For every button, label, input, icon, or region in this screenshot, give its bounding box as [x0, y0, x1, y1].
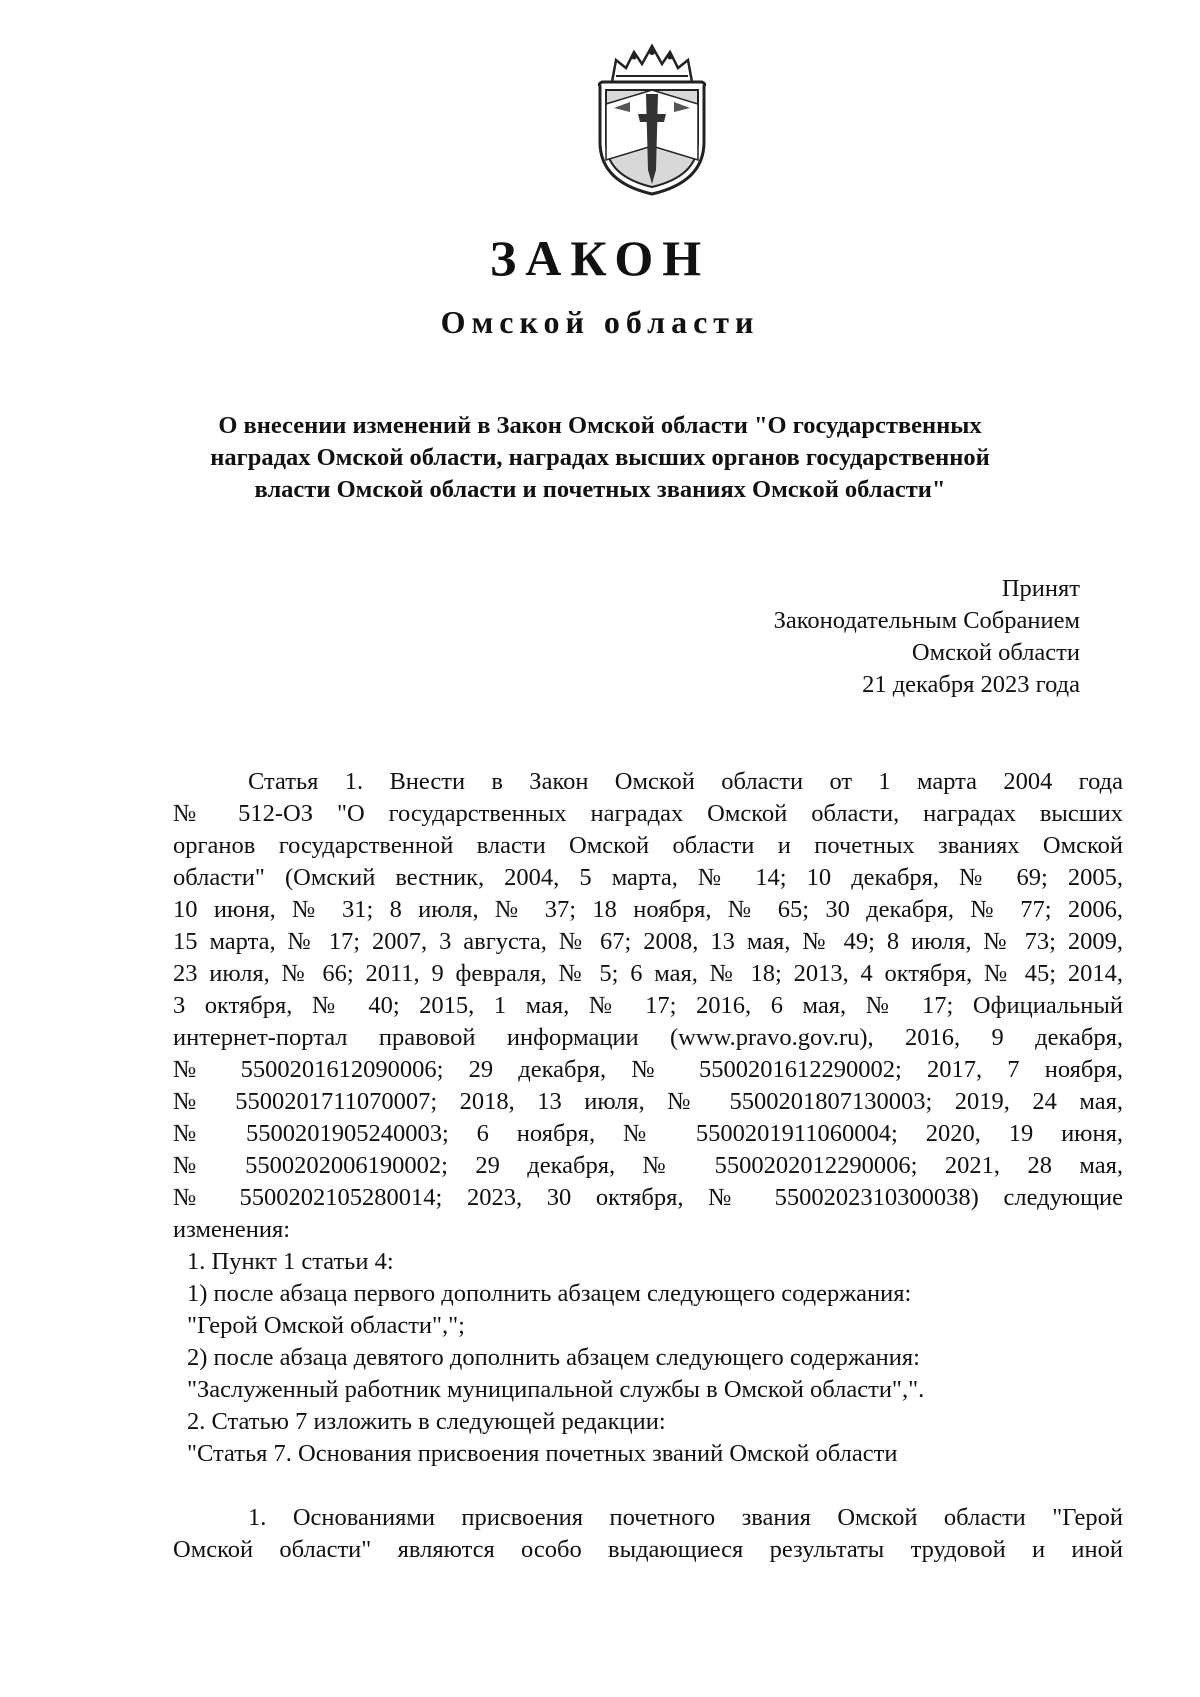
- article-1-line: 10 июня, № 31; 8 июля, № 37; 18 ноября, № 65; 30 декабря, № 77; 2006,: [173, 896, 1123, 923]
- change-item: "Герой Омской области",";: [187, 1312, 465, 1339]
- article-1-line: № 5500202006190002; 29 декабря, № 5500202012290006; 2021, 28 мая,: [173, 1152, 1123, 1179]
- adoption-line: Принят: [1001, 575, 1080, 602]
- article-7-line: 1. Основаниями присвоения почетного звания Омской области "Герой: [248, 1504, 1123, 1531]
- article-1-line: органов государственной власти Омской области и почетных званиях Омской: [173, 832, 1123, 859]
- adoption-line: Омской области: [911, 639, 1080, 666]
- coat-of-arms-emblem: [590, 42, 714, 197]
- article-1-line: 15 марта, № 17; 2007, 3 августа, № 67; 2008, 13 мая, № 49; 8 июля, № 73; 2009,: [173, 928, 1123, 955]
- article-1-line: № 5500202105280014; 2023, 30 октября, № 5500202310300038) следующие: [173, 1184, 1123, 1211]
- law-region: Омской области: [440, 304, 760, 340]
- article-1-line: № 5500201711070007; 2018, 13 июля, № 5500201807130003; 2019, 24 мая,: [173, 1088, 1123, 1115]
- article-1-line: № 512-ОЗ "О государственных наградах Омской области, наградах высших: [173, 800, 1123, 827]
- title-line: наградах Омской области, наградах высших органов государственной: [210, 444, 990, 471]
- change-item: 2) после абзаца девятого дополнить абзацем следующего содержания:: [187, 1344, 920, 1371]
- article-1-line: 23 июля, № 66; 2011, 9 февраля, № 5; 6 мая, № 18; 2013, 4 октября, № 45; 2014,: [173, 960, 1123, 987]
- change-item: "Заслуженный работник муниципальной службы в Омской области",".: [187, 1376, 925, 1403]
- article-1-line: № 5500201612090006; 29 декабря, № 5500201612290002; 2017, 7 ноября,: [173, 1056, 1123, 1083]
- article-7-heading: "Статья 7. Основания присвоения почетных званий Омской области: [187, 1440, 898, 1467]
- document-title: [180, 410, 1020, 506]
- paragraph-gap: [173, 1470, 1123, 1502]
- change-item: 1) после абзаца первого дополнить абзацем следующего содержания:: [187, 1280, 912, 1307]
- title-line: власти Омской области и почетных званиях Омской области": [254, 476, 946, 503]
- article-1-line: Статья 1. Внести в Закон Омской области от 1 марта 2004 года: [248, 768, 1123, 795]
- change-item: 2. Статью 7 изложить в следующей редакции:: [187, 1408, 666, 1435]
- document-body: [173, 766, 1123, 1566]
- article-1-line: области" (Омский вестник, 2004, 5 марта, № 14; 10 декабря, № 69; 2005,: [173, 864, 1123, 891]
- article-1-line: изменения:: [173, 1216, 291, 1243]
- title-line: О внесении изменений в Закон Омской области "О государственных: [218, 412, 982, 439]
- law-heading: ЗАКОН: [489, 230, 711, 286]
- article-1-line: интернет-портал правовой информации (www.pravo.gov.ru), 2016, 9 декабря,: [173, 1024, 1123, 1051]
- change-item: 1. Пункт 1 статьи 4:: [187, 1248, 394, 1275]
- article-1-line: № 5500201905240003; 6 ноября, № 5500201911060004; 2020, 19 июня,: [173, 1120, 1123, 1147]
- adoption-block: [774, 573, 1080, 701]
- article-1-line: 3 октября, № 40; 2015, 1 мая, № 17; 2016, 6 мая, № 17; Официальный: [173, 992, 1123, 1019]
- adoption-date: 21 декабря 2023 года: [862, 671, 1080, 698]
- article-7-line: Омской области" являются особо выдающиеся результаты трудовой и иной: [173, 1536, 1123, 1563]
- adoption-line: Законодательным Собранием: [773, 607, 1080, 634]
